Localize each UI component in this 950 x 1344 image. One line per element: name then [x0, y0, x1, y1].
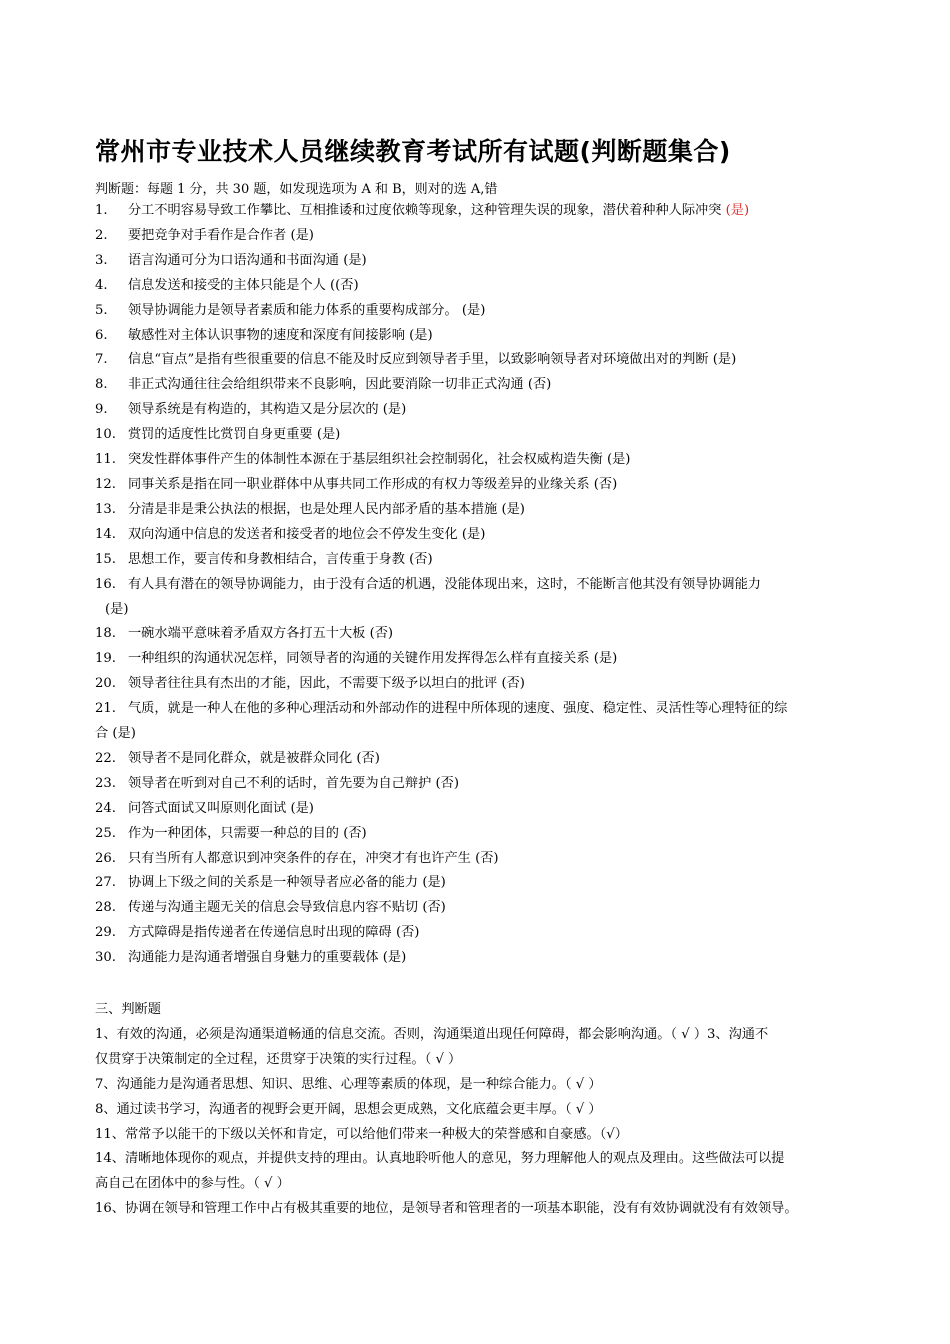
section-line: 16、协调在领导和管理工作中占有极其重要的地位，是领导者和管理者的一项基本职能，没有有效协调就没有有效领导。 — [95, 1201, 798, 1217]
list-item — [95, 573, 865, 598]
list-item — [95, 199, 865, 224]
list-item — [95, 822, 865, 847]
page-title: 常州市专业技术人员继续教育考试所有试题(判断题集合) — [95, 137, 731, 166]
item-number: 14. — [95, 526, 116, 542]
item-number: 26. — [95, 850, 116, 866]
item-number: 1. — [95, 203, 108, 218]
item-number: 4. — [95, 277, 108, 293]
item-text: 问答式面试又叫原则化面试 (是) — [128, 800, 314, 816]
item-text: 领导系统是有构造的，其构造又是分层次的 (是) — [128, 402, 407, 418]
list-item — [95, 871, 865, 896]
item-text: 信息发送和接受的主体只能是个人 ((否) — [128, 277, 359, 293]
item-number: 10. — [95, 427, 116, 443]
section-line: 高自己在团体中的参与性。（ √ ） — [95, 1176, 290, 1192]
list-item — [95, 348, 865, 373]
list-item — [95, 224, 865, 249]
section-judgment — [95, 998, 860, 1222]
item-number: 28. — [95, 900, 116, 916]
item-text: 敏感性对主体认识事物的速度和深度有间接影响 (是) — [128, 327, 433, 343]
list-item — [95, 672, 865, 697]
list-item — [95, 847, 865, 872]
list-item — [95, 946, 865, 971]
item-number: 2. — [95, 227, 108, 243]
item-text: 要把竞争对手看作是合作者 (是) — [128, 227, 314, 243]
item-text: 赏罚的适度性比赏罚自身更重要 (是) — [128, 427, 341, 443]
item-text: 同事关系是指在同一职业群体中从事共同工作形成的有权力等级差异的业缘关系 (否) — [128, 476, 618, 492]
item-number: 12. — [95, 476, 116, 492]
item-text: 语言沟通可分为口语沟通和书面沟通 (是) — [128, 252, 367, 268]
section-line: 1、有效的沟通，必须是沟通渠道畅通的信息交流。否则，沟通渠道出现任何障碍，都会影响沟通。（ √ ）3、沟通不 — [95, 1026, 769, 1042]
item-number: 5. — [95, 302, 108, 318]
list-item — [95, 548, 865, 573]
item-number: 7. — [95, 352, 108, 368]
item-number: 6. — [95, 327, 108, 343]
item-text: 思想工作，要言传和身教相结合，言传重于身教 (否) — [128, 551, 433, 567]
list-item — [95, 398, 865, 423]
item-text: 非正式沟通往往会给组织带来不良影响，因此要消除一切非正式沟通 (否) — [128, 377, 552, 393]
item-number: 16. — [95, 576, 116, 592]
list-item — [95, 274, 865, 299]
item-text: 传递与沟通主题无关的信息会导致信息内容不贴切 (否) — [128, 900, 446, 916]
item-text: 一碗水端平意味着矛盾双方各打五十大板 (否) — [128, 626, 394, 642]
item-number: 30. — [95, 950, 116, 966]
item-number: 23. — [95, 775, 116, 791]
list-item — [95, 747, 865, 772]
item-number: 22. — [95, 750, 116, 766]
item-number: 21. — [95, 701, 116, 717]
list-item — [95, 921, 865, 946]
intro-text: 判断题：每题 1 分，共 30 题，如发现选项为 A 和 B，则对的选 A,错 — [95, 182, 498, 197]
item-text: 信息“盲点”是指有些很重要的信息不能及时反应到领导者手里，以致影响领导者对环境做出对的判断 (是) — [128, 352, 737, 368]
item-number: 24. — [95, 800, 116, 816]
item-text: 沟通能力是沟通者增强自身魅力的重要载体 (是) — [128, 950, 407, 966]
list-item — [95, 622, 865, 647]
list-item — [95, 523, 865, 548]
item-text: 方式障碍是指传递者在传递信息时出现的障碍 (否) — [128, 925, 420, 941]
list-item-continuation: (是) — [105, 601, 129, 617]
answer-highlight: (是) — [725, 203, 750, 218]
section-line: 仅贯穿于决策制定的全过程，还贯穿于决策的实行过程。（ √ ） — [95, 1051, 462, 1067]
item-text: 协调上下级之间的关系是一种领导者应必备的能力 (是) — [128, 875, 446, 891]
list-item — [95, 772, 865, 797]
item-text: 双向沟通中信息的发送者和接受者的地位会不停发生变化 (是) — [128, 526, 486, 542]
item-number: 19. — [95, 651, 116, 667]
list-item — [95, 896, 865, 921]
item-number: 20. — [95, 676, 116, 692]
list-item — [95, 697, 865, 722]
item-text: 分工不明容易导致工作攀比、互相推诿和过度依赖等现象，这种管理失误的现象，潜伏着种种人际冲突 — [128, 203, 726, 218]
list-item — [95, 473, 865, 498]
item-text: 有人具有潜在的领导协调能力，由于没有合适的机遇，没能体现出来，这时，不能断言他其没有领导协调能力 — [128, 576, 761, 592]
item-text: 只有当所有人都意识到冲突条件的存在，冲突才有也许产生 (否) — [128, 850, 499, 866]
list-item — [95, 797, 865, 822]
item-number: 9. — [95, 402, 108, 418]
item-number: 25. — [95, 825, 116, 841]
section-line: 14、清晰地体现你的观点，并提供支持的理由。认真地聆听他人的意见，努力理解他人的观点及理由。这些做法可以提 — [95, 1151, 785, 1167]
item-number: 27. — [95, 875, 116, 891]
item-text: 突发性群体事件产生的体制性本源在于基层组织社会控制弱化，社会权威构造失衡 (是) — [128, 452, 631, 468]
item-number: 18. — [95, 626, 116, 642]
list-item-continuation: 合 (是) — [95, 726, 136, 742]
item-number: 13. — [95, 501, 116, 517]
item-number: 15. — [95, 551, 116, 567]
item-number: 3. — [95, 252, 108, 268]
list-item — [95, 448, 865, 473]
item-text: 领导者不是同化群众，就是被群众同化 (否) — [128, 750, 380, 766]
list-item — [95, 324, 865, 349]
section-heading: 三、判断题 — [95, 1002, 161, 1017]
section-line: 7、沟通能力是沟通者思想、知识、思维、心理等素质的体现，是一种综合能力。（ √ ） — [95, 1076, 602, 1092]
question-list — [95, 199, 865, 971]
item-text: 分清是非是秉公执法的根据，也是处理人民内部矛盾的基本措施 (是) — [128, 501, 525, 517]
list-item — [95, 373, 865, 398]
item-text: 气质，就是一种人在他的多种心理活动和外部动作的进程中所体现的速度、强度、稳定性、灵活性等心理特征的综 — [128, 701, 788, 717]
item-number: 29. — [95, 925, 116, 941]
list-item — [95, 249, 865, 274]
item-text: 领导协调能力是领导者素质和能力体系的重要构成部分。 (是) — [128, 302, 486, 318]
item-text: 一种组织的沟通状况怎样，同领导者的沟通的关键作用发挥得怎么样有直接关系 (是) — [128, 651, 618, 667]
list-item — [95, 498, 865, 523]
section-line: 8、通过读书学习，沟通者的视野会更开阔，思想会更成熟，文化底蕴会更丰厚。（ √ ） — [95, 1101, 602, 1117]
item-number: 11. — [95, 452, 116, 468]
item-number: 8. — [95, 377, 108, 393]
list-item — [95, 647, 865, 672]
item-text: 领导者在听到对自己不利的话时，首先要为自己辩护 (否) — [128, 775, 459, 791]
list-item — [95, 423, 865, 448]
item-text: 领导者往往具有杰出的才能，因此，不需要下级予以坦白的批评 (否) — [128, 676, 525, 692]
list-item — [95, 299, 865, 324]
item-text: 作为一种团体，只需要一种总的目的 (否) — [128, 825, 367, 841]
section-line: 11、常常予以能干的下级以关怀和肯定，可以给他们带来一种极大的荣誉感和自豪感。（√） — [95, 1126, 628, 1142]
